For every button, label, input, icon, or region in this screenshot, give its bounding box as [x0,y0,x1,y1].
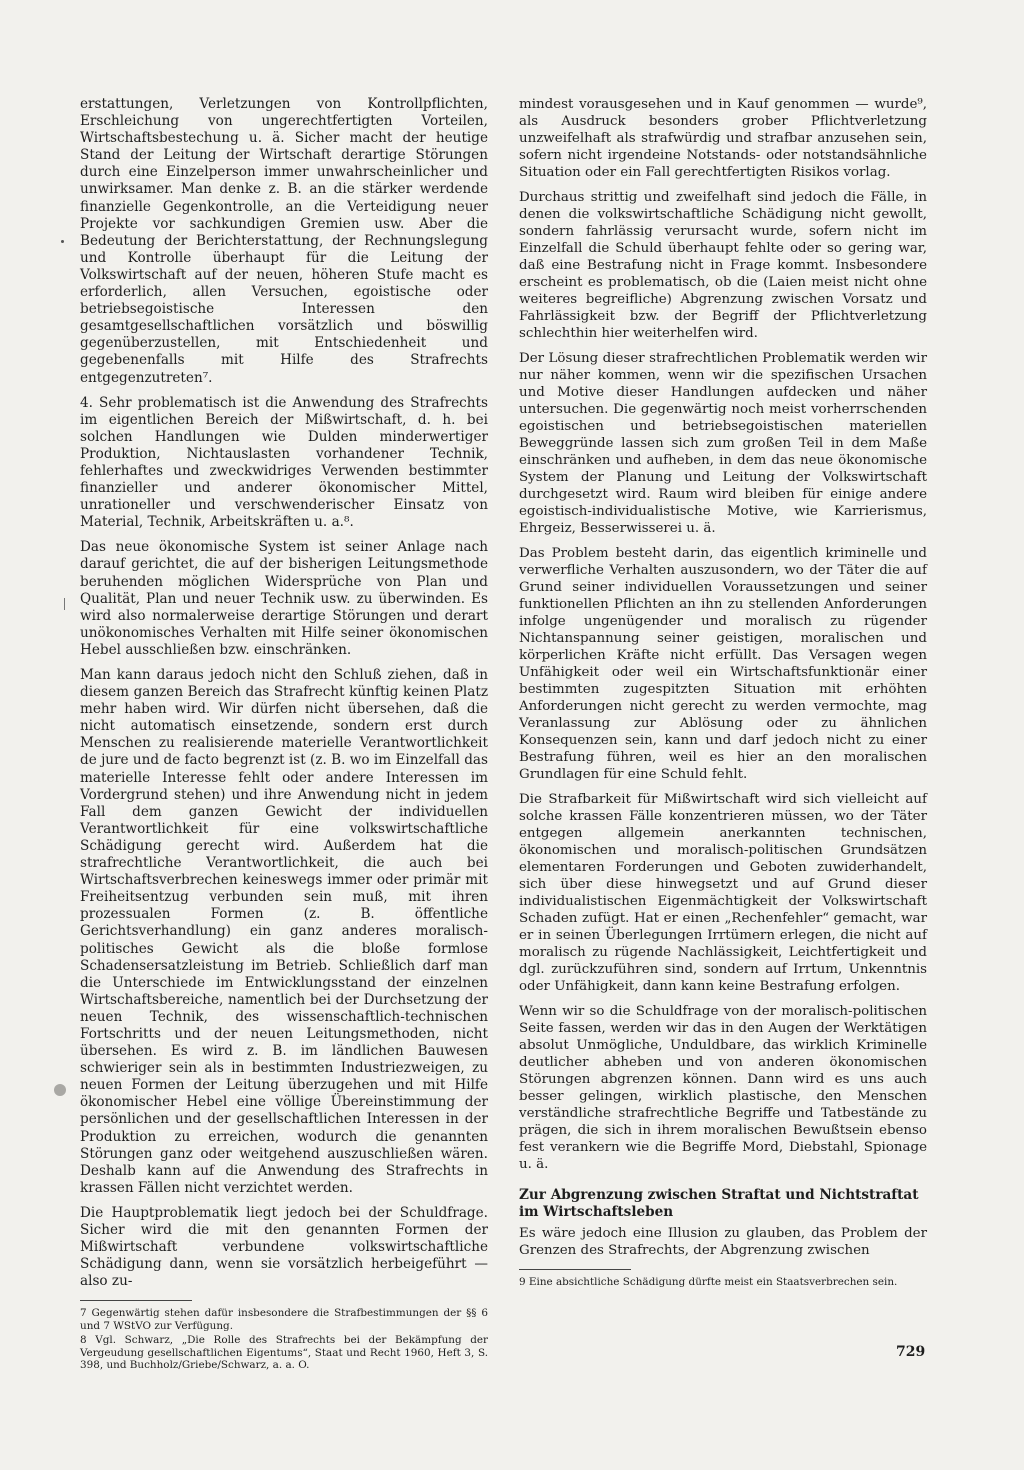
footnote: 7 Gegenwärtig stehen dafür insbesondere die Strafbestimmungen der §§ 6 und 7 WStVO zur Verfügung. [80,1307,488,1332]
section-heading: Zur Abgrenzung zwischen Straftat und Nichtstraftat im Wirtschaftsleben [519,1187,919,1220]
margin-dot [61,240,64,243]
page-number: 729 [896,1344,926,1360]
body-paragraph: Der Lösung dieser strafrechtlichen Problematik werden wir nur näher kommen, wenn wir die spezifischen Ursachen und Motive dieser Handlungen aufdecken und näher untersuchen. Die gegenwärtig noch meist vorherrschenden egoistischen und betriebsegoistischen materiellen Beweggründe lassen sich zum großen Teil in dem Maße einschränken und aufheben, in dem das neue ökonomische System der Planung und Leitung der Volkswirtschaft durchgesetzt wird. Raum wird bleiben für einige andere egoistisch-individualistische Motive, wie Karrierismus, Ehrgeiz, Besserwisserei u. ä. [519,351,927,536]
footnote-rule [519,1269,631,1270]
body-paragraph: Durchaus strittig und zweifelhaft sind jedoch die Fälle, in denen die volkswirtschaftliche Schädigung nicht gewollt, sondern fahrlässig verursacht wurde, sofern nicht im Einzelfall die Schuld überhaupt fehlte oder so gering war, daß eine Bestrafung nicht in Frage kommt. Insbesondere erscheint es problematisch, ob die (Laien meist nicht ohne weiteres begreifliche) Abgrenzung zwischen Vorsatz und Fahrlässigkeit bzw. der Begriff der Pflichtverletzung schlechthin hier weiterhelfen wird. [519,190,927,341]
right-column [519,96,927,1290]
body-paragraph: 4. Sehr problematisch ist die Anwendung des Strafrechts im eigentlichen Bereich der Mißwirtschaft, d. h. bei solchen Handlungen wie Dulden minderwertiger Produktion, Nichtauslasten vorhandener Technik, fehlerhaftes und zweckwidriges Verwenden bestimmter finanzieller und anderer ökonomischer Mittel, unrationeller und verschwenderischer Einsatz von Material, Technik, Arbeitskräften u. a.⁸. [80,394,488,531]
left-column [80,96,488,1373]
body-paragraph: Man kann daraus jedoch nicht den Schluß ziehen, daß in diesem ganzen Bereich das Strafrecht künftig keinen Platz mehr haben wird. Wir dürfen nicht übersehen, daß die nicht automatisch einsetzende, sondern erst durch Menschen zu realisierende materielle Verantwortlichkeit de jure und de facto begrenzt ist (z. B. wo im Einzelfall das materielle Interesse fehlt oder andere Interessen im Vordergrund stehen) und ihre Anwendung nicht in jedem Fall dem ganzen Gewicht der individuellen Verantwortlichkeit für eine volkswirtschaftliche Schädigung gerecht wird. Außerdem hat die strafrechtliche Verantwortlichkeit, die auch bei Wirtschaftsverbrechen keineswegs immer oder primär mit Freiheitsentzug verbunden sein muß, mit ihren prozessualen Formen (z. B. öffentliche Gerichtsverhandlung) ein ganz anderes moralisch-politisches Gewicht als die bloße formlose Schadensersatzleistung im Betrieb. Schließlich darf man die Unterschiede im Entwicklungsstand der einzelnen Wirtschaftsbereiche, namentlich bei der Durchsetzung der neuen Technik, des wissenschaftlich-technischen Fortschritts und der neuen Leitungsmethoden, nicht übersehen. Es wird z. B. im ländlichen Bauwesen schwieriger sein als in bestimmten Industriezweigen, zu neuen Formen der Leitung überzugehen und mit Hilfe ökonomischer Hebel eine völlige Übereinstimmung der persönlichen und der gesellschaftlichen Interessen in der Produktion zu erreichen, wodurch die genannten Störungen ganz oder weitgehend auszuschließen wären. Deshalb kann auf die Anwendung des Strafrechts in krassen Fällen nicht verzichtet werden. [80,667,488,1196]
footnote: 9 Eine absichtliche Schädigung dürfte meist ein Staatsverbrechen sein. [519,1276,898,1288]
footnote-rule [80,1300,192,1301]
footnote: 8 Vgl. Schwarz, „Die Rolle des Strafrechts bei der Bekämpfung der Vergeudung gesellschaftlichen Eigentums“, Staat und Recht 1960, Heft 3, S. 398, und Buchholz/Griebe/Schwarz, a. a. O. [80,1334,488,1371]
body-paragraph: mindest vorausgesehen und in Kauf genommen — wurde⁹, als Ausdruck besonders grober Pflichtverletzung unzweifelhaft als strafwürdig und strafbar anzusehen sein, sofern nicht irgendeine Notstands- oder notstandsähnliche Situation oder ein Fall gerechtfertigten Risikos vorlag. [519,97,927,180]
body-paragraph: erstattungen, Verletzungen von Kontrollpflichten, Erschleichung von ungerechtfertigten Vorteilen, Wirtschaftsbestechung u. ä. Sicher macht der heutige Stand der Leitung der Wirtschaft derartige Störungen durch eine Einzelperson immer unwahrscheinlicher und unwirksamer. Man denke z. B. an die stärker werdende finanzielle Gegenkontrolle, an die Verteidigung neuer Projekte vor sachkundigen Gremien usw. Aber die Bedeutung der Berichterstattung, der Rechnungslegung und Kontrolle überhaupt für die Leitung der Volkswirtschaft auf der neuen, höheren Stufe macht es erforderlich, allen Versuchen, egoistische oder betriebsegoistische Interessen den gesamtgesellschaftlichen vorsätzlich und böswillig gegenüberzustellen, mit Entschiedenheit und gegebenenfalls mit Hilfe des Strafrechts entgegenzutreten⁷. [80,96,488,386]
body-paragraph: Das Problem besteht darin, das eigentlich kriminelle und verwerfliche Verhalten auszusondern, wo der Täter die auf Grund seiner individuellen Voraussetzungen und seiner funktionellen Pflichten an ihn zu stellenden Anforderungen infolge ungenügender und moralisch zu rügender Nichtanspannung seiner geistigen, moralischen und körperlichen Kräfte nicht erfüllt. Das Versagen wegen Unfähigkeit oder weil ein Wirtschaftsfunktionär einer bestimmten zugespitzten Situation mit erhöhten Anforderungen nicht gerecht zu werden vermochte, mag Veranlassung zur Ablösung oder zu ähnlichen Konsequenzen sein, kann und darf jedoch nicht zu einer Bestrafung führen, weil es hier an den moralischen Grundlagen für eine Schuld fehlt. [519,546,927,782]
body-paragraph: Wenn wir so die Schuldfrage von der moralisch-politischen Seite fassen, werden wir das in den Augen der Werktätigen absolut Unmögliche, Unduldbare, das wirklich Kriminelle deutlicher abheben und von anderen ökonomischen Störungen abgrenzen können. Dann wird es uns auch besser gelingen, wirklich plastische, den Menschen verständliche strafrechtliche Begriffe und Tatbestände zu prägen, die sich in ihrem moralischen Bewußtsein ebenso fest verankern wie die Begriffe Mord, Diebstahl, Spionage u. ä. [519,1004,927,1172]
punch-hole-mark [54,1084,66,1096]
body-paragraph: Das neue ökonomische System ist seiner Anlage nach darauf gerichtet, die auf der bisherigen Leitungsmethode beruhenden möglichen Widersprüche von Plan und Qualität, Plan und neuer Technik usw. zu überwinden. Es wird also normalerweise derartige Störungen und derart unökonomisches Verhalten mit Hilfe seiner ökonomischen Hebel ausschließen bzw. einschränken. [80,539,488,658]
body-paragraph: Die Strafbarkeit für Mißwirtschaft wird sich vielleicht auf solche krassen Fälle konzentrieren müssen, wo der Täter entgegen allgemein anerkannten technischen, ökonomischen und moralisch-politischen Grundsätzen elementaren Forderungen und Geboten zuwiderhandelt, sich über diese hinwegsetzt und auf Grund dieser individualistischen Eigenmächtigkeit der Volkswirtschaft Schaden zufügt. Hat er einen „Rechenfehler“ gemacht, war er in seinen Überlegungen Irrtümern erlegen, die nicht auf moralisch zu rügende Nachlässigkeit, Leichtfertigkeit und dgl. zurückzuführen sind, sondern auf Irrtum, Unkenntnis oder Unfähigkeit, dann kann keine Bestrafung erfolgen. [519,792,927,994]
body-paragraph: Es wäre jedoch eine Illusion zu glauben, das Problem der Grenzen des Strafrechts, der Abgrenzung zwischen [519,1226,927,1258]
body-paragraph: Die Hauptproblematik liegt jedoch bei der Schuldfrage. Sicher wird die mit den genannten Formen der Mißwirtschaft verbundene volkswirtschaftliche Schädigung dann, wenn sie vorsätzlich herbeigeführt — also zu- [80,1204,488,1290]
margin-mark [64,598,65,610]
